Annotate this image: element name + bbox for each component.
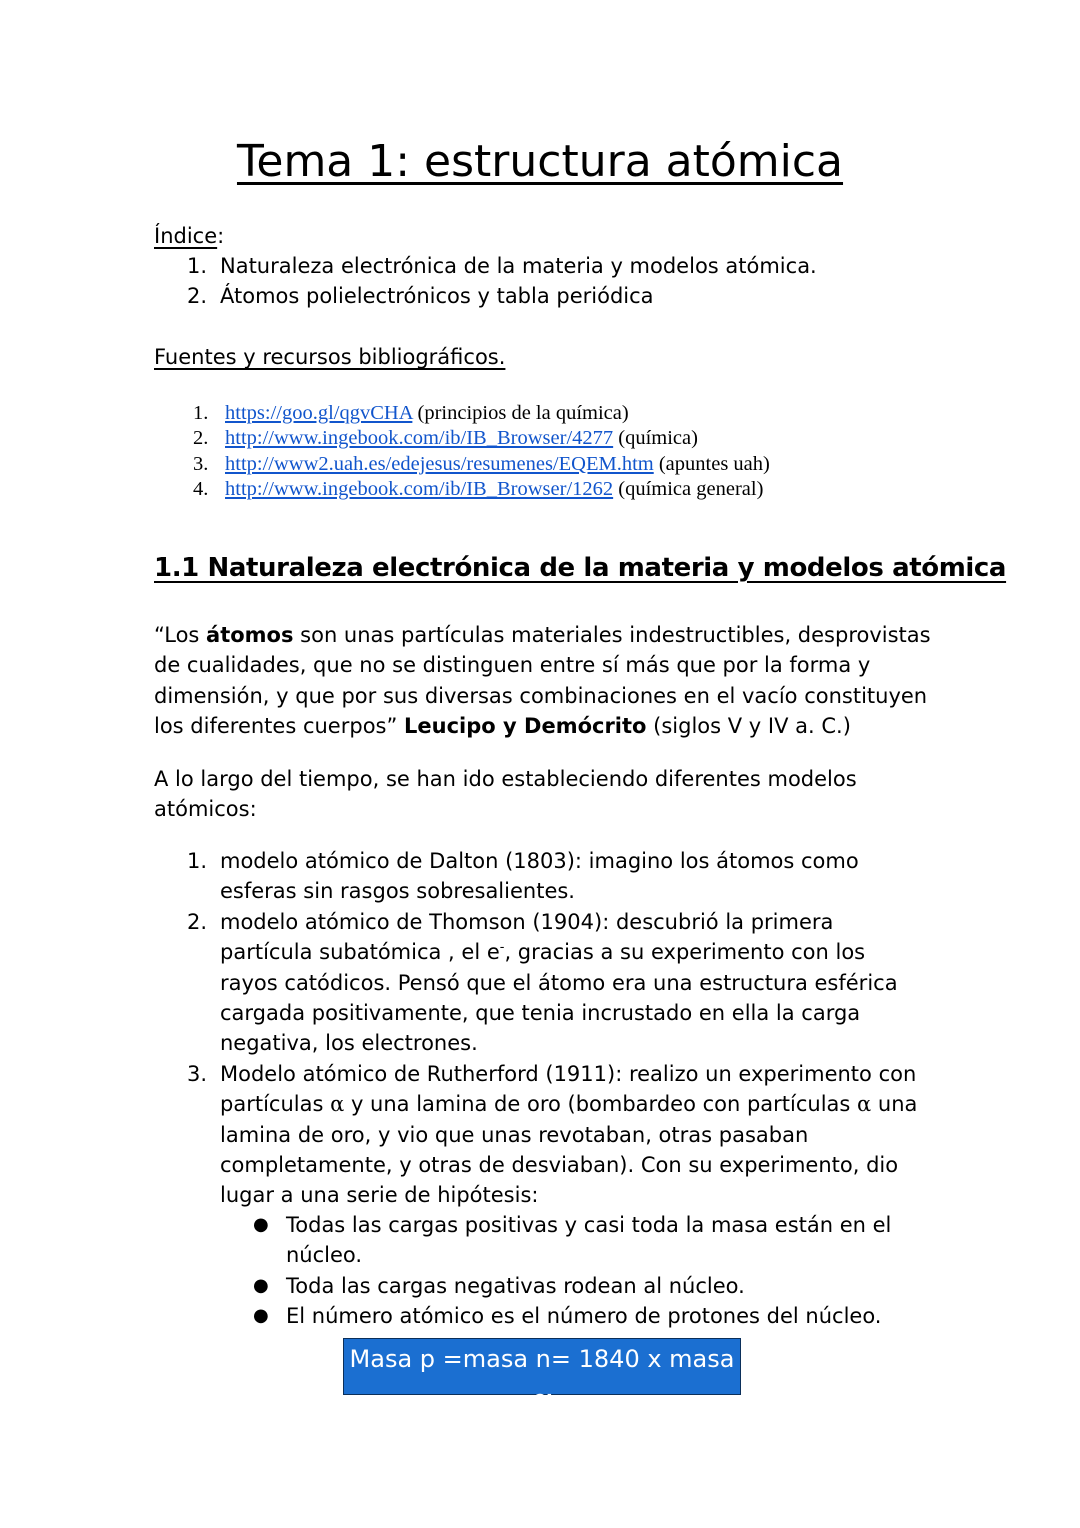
index-heading: Índice: bbox=[154, 224, 225, 248]
model-item: 1. modelo atómico de Dalton (1803): imagino los átomos como esferas sin rasgos sobresalientes. bbox=[187, 849, 859, 904]
index-list bbox=[187, 251, 980, 312]
hypothesis-item: ● El número atómico es el número de protones del núcleo. bbox=[286, 1301, 906, 1331]
source-link[interactable]: http://www2.uah.es/edejesus/resumenes/EQEM.htm bbox=[225, 452, 654, 475]
source-item: 4. http://www.ingebook.com/ib/IB_Browser/1262 (química general) bbox=[193, 477, 764, 500]
sources-heading: Fuentes y recursos bibliográficos. bbox=[154, 345, 506, 369]
hypotheses-list bbox=[253, 1210, 906, 1332]
bullet-icon: ● bbox=[253, 1305, 269, 1327]
model-item: 2. modelo atómico de Thomson (1904): descubrió la primera partícula subatómica , el e-, gracias a su experimento con los rayos catódicos. Pensó que el átomo era una estructura esférica cargada positivamente, que tenia incrustado en ella la carga negativa, los electrones. bbox=[187, 909, 898, 1056]
quote-paragraph: “Los átomos son unas partículas materiales indestructibles, desprovistas de cualidades, que no se distinguen entre sí más que por la forma y dimensión, y que por sus diversas combinaciones en el vacío constituyen los diferentes cuerpos” Leucipo y Demócrito (siglos V y IV a. C.) bbox=[154, 623, 931, 739]
bullet-icon: ● bbox=[253, 1214, 269, 1235]
intro-paragraph: A lo largo del tiempo, se han ido estableciendo diferentes modelos atómicos: bbox=[154, 767, 857, 822]
index-item: 1. Naturaleza electrónica de la materia y modelos atómica. bbox=[187, 254, 817, 278]
bullet-icon: ● bbox=[253, 1274, 269, 1296]
section-title: 1.1 Naturaleza electrónica de la materia y modelos atómica bbox=[154, 553, 1007, 583]
source-item: 1. https://goo.gl/qgvCHA (principios de la química) bbox=[193, 402, 629, 424]
model-item: 3. Modelo atómico de Rutherford (1911): realizo un experimento con partículas α y una lamina de oro (bombardeo con partículas α una lamina de oro, y vio que unas revotaban, otras pasaban completamente, y otras de desviaban). Con su experimento, dio lugar a una serie de hipótesis: bbox=[187, 1061, 918, 1208]
formula-box: Masa p =masa n= 1840 x masa e- bbox=[343, 1338, 741, 1395]
hypothesis-item: ● Todas las cargas positivas y casi toda la masa están en el núcleo. bbox=[286, 1210, 906, 1271]
models-list bbox=[187, 846, 920, 1211]
source-link[interactable]: http://www.ingebook.com/ib/IB_Browser/1262 bbox=[225, 477, 614, 500]
page-title: Tema 1: estructura atómica bbox=[236, 136, 844, 187]
source-item: 3. http://www2.uah.es/edejesus/resumenes/EQEM.htm (apuntes uah) bbox=[193, 452, 770, 475]
source-item: 2. http://www.ingebook.com/ib/IB_Browser/4277 (química) bbox=[193, 427, 698, 450]
index-item: 2. Átomos polielectrónicos y tabla periódica bbox=[187, 284, 654, 309]
hypothesis-item: ● Toda las cargas negativas rodean al núcleo. bbox=[286, 1271, 906, 1301]
source-link[interactable]: http://www.ingebook.com/ib/IB_Browser/4277 bbox=[225, 427, 614, 450]
sources-list bbox=[193, 401, 985, 502]
source-link[interactable]: https://goo.gl/qgvCHA bbox=[225, 402, 413, 424]
